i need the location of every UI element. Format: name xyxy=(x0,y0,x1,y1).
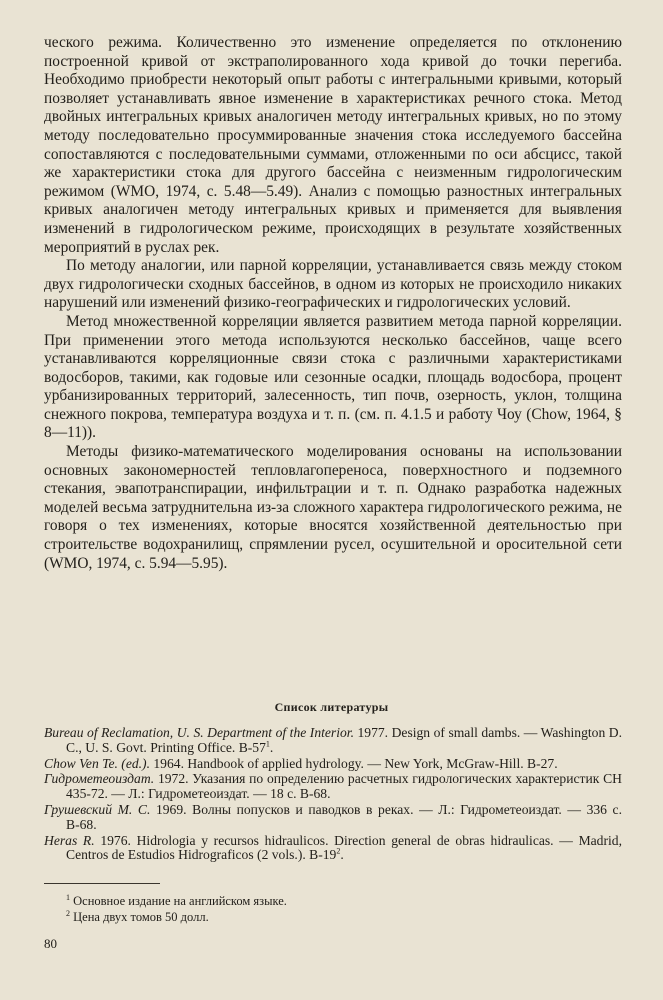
footnote-mark: 1 xyxy=(265,739,270,749)
bibliography-heading: Список литературы xyxy=(274,700,389,714)
reference-text: 1976. Hidrologia y recursos hidraulicos. Direction general de obras hidraulicas. — Madrid, Centros de Estudios Hidrograficos (2 vols.). B-19 xyxy=(66,832,622,863)
footnote-text: Цена двух томов 50 долл. xyxy=(73,910,209,924)
reference-text: 1964. Handbook of applied hydrology. — New York, McGraw-Hill. B-27. xyxy=(149,755,558,771)
reference-item: Bureau of Reclamation, U. S. Department of the Interior. 1977. Design of small dambs. — Washington D. C., U. S. Govt. Printing Office. $B-57^1$. xyxy=(44,725,622,755)
paragraph-4: Методы физико-математического моделирования основаны на использовании основных закономерностей тепловлагопереноса, поверхностного и подземного стекания, эвапотранспирации, инфильтрации и т. п. Однако разработка надежных моделей весьма затруднительна из-за сложного характера гидрологического режима, не говоря о тех изменениях, которые вносятся хозяйственной деятельностью при строительстве водохранилищ, спрямлении русел, осушительной и оросительной сети (WMO, 1974, с. 5.94—5.95). xyxy=(44,443,622,572)
footnote-divider xyxy=(44,883,160,884)
bibliography-list xyxy=(44,726,622,864)
reference-text: 1972. Указания по определению расчетных гидрологических характеристик СН 435-72. — Л.: Гидрометеоиздат. — 18 с. В-68. xyxy=(66,771,622,802)
footnote-1 xyxy=(66,893,606,909)
footnote-2 xyxy=(66,909,606,925)
reference-author: Гидрометеоиздат. xyxy=(44,771,155,787)
footnotes xyxy=(66,893,606,925)
main-text xyxy=(44,34,622,573)
reference-author: Грушевский М. С. xyxy=(44,801,151,817)
footnote-mark: 2 xyxy=(336,846,341,856)
reference-item: Heras R. 1976. Hidrologia y recursos hidraulicos. Direction general de obras hidraulicas. — Madrid, Centros de Estudios Hidrograficos (2 vols.). $B-19^2$. xyxy=(44,832,622,863)
reference-author: Chow Ven Te. (ed.). xyxy=(44,755,150,771)
paragraph-3: Метод множественной корреляции является развитием метода парной корреляции. При применении этого метода используются несколько бассейнов, чаще всего устанавливаются корреляционные связи стока с различными характеристиками водосборов, такими, как годовые или сезонные осадки, площадь водосбора, процент урбанизированных территорий, залесенность, тип почв, озерность, уклон, толщина снежного покрова, температура воздуха и т. п. (см. п. 4.1.5 и работу Чоу (Chow, 1964, § 8—11)). xyxy=(44,312,622,442)
reference-item xyxy=(44,803,622,833)
paragraph-2: По методу аналогии, или парной корреляции, устанавливается связь между стоком двух гидрологически сходных бассейнов, в одном из которых не происходило никаких нарушений или изменений физико-географических и гидрологических условий. xyxy=(44,257,622,312)
reference-item xyxy=(44,772,622,802)
footnote-number: 2 xyxy=(66,908,70,918)
reference-author: Bureau of Reclamation, U. S. Department of the Interior. xyxy=(44,725,354,740)
reference-text: 1977. Design of small dambs. — Washington D. C., U. S. Govt. Printing Office. B-57 xyxy=(66,725,622,755)
reference-item xyxy=(44,757,622,772)
footnote-text: Основное издание на английском языке. xyxy=(73,894,287,908)
reference-text: 1969. Волны попусков и паводков в реках. — Л.: Гидрометеоиздат. — 336 с. В-68. xyxy=(66,801,622,832)
reference-author: Heras R. xyxy=(44,832,95,848)
page-number: 80 xyxy=(44,936,57,951)
footnote-number: 1 xyxy=(66,892,70,902)
paragraph-1: ческого режима. Количественно это изменение определяется по отклонению построенной кривой от экстраполированного хода кривой до точки перегиба. Необходимо приобрести некоторый опыт работы с интегральными кривыми, который позволяет устанавливать явное изменение в характеристиках речного стока. Метод двойных интегральных кривых аналогичен методу интегральных кривых, но по этому методу последовательно просуммированные значения стока исследуемого бассейна сопоставляются с последовательными суммами, отложенными по оси абсцисс, такой же характеристики стока для другого бассейна с неизменным гидрологическим режимом (WMO, 1974, с. 5.48—5.49). Анализ с помощью разностных интегральных кривых аналогичен методу интегральных кривых и применяется для выявления изменений в гидрологическом режиме, происходящих в результате хозяйственных мероприятий в руслах рек. xyxy=(44,34,622,256)
